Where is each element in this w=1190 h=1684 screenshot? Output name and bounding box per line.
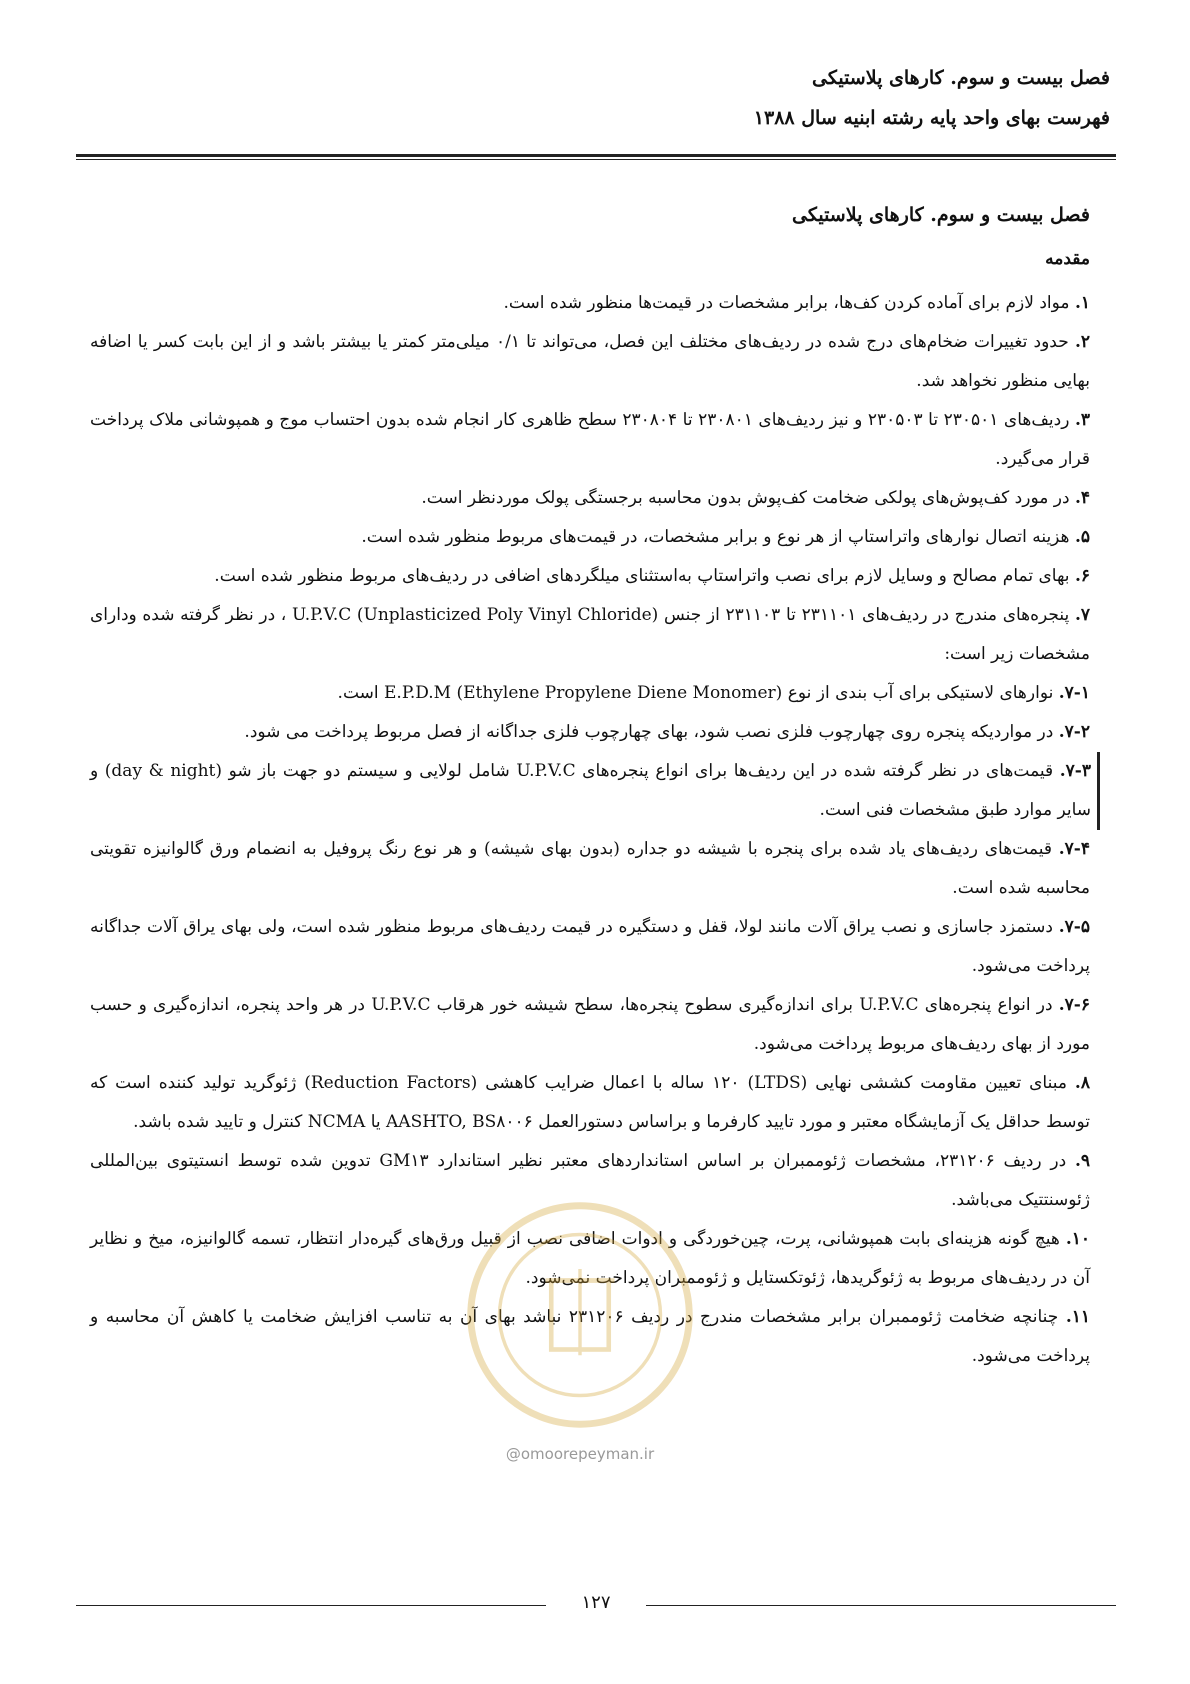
paragraph-number: ۷-۲. [1058, 722, 1090, 742]
paragraph-number: ۷-۴. [1058, 839, 1090, 859]
paragraph [90, 713, 1090, 752]
paragraph-number: ۲. [1074, 332, 1090, 352]
paragraph-number: ۸. [1074, 1073, 1090, 1093]
intro-heading: مقدمه [1045, 249, 1090, 269]
paragraph [90, 596, 1090, 674]
paragraph-text: ردیف‌های ۲۳۰۵۰۱ تا ۲۳۰۵۰۳ و نیز ردیف‌های ۲۳۰۸۰۱ تا ۲۳۰۸۰۴ سطح ظاهری کار انجام شده بدون احتساب موج و همپوشانی ملاک پرداخت قرار می‌گیرد. [90, 410, 1090, 469]
paragraph [90, 908, 1090, 986]
paragraph [90, 986, 1090, 1064]
paragraph [90, 830, 1090, 908]
page-number: ۱۲۷ [581, 1592, 611, 1613]
paragraph-number: ۳. [1074, 410, 1091, 430]
paragraph-number: ۹. [1074, 1151, 1091, 1171]
paragraph [90, 1064, 1090, 1142]
paragraph-text: هزینه اتصال نوارهای واتراستاپ از هر نوع و برابر مشخصات، در قیمت‌های مربوط منظور شده است. [361, 527, 1070, 547]
header-divider [76, 154, 1116, 160]
paragraph [90, 674, 1090, 713]
paragraph-number: ۴. [1074, 488, 1090, 508]
paragraph-text: مبنای تعیین مقاومت کششی نهایی (LTDS) ۱۲۰ ساله با اعمال ضرایب کاهشی (Reduction Factors) ژئوگرید تولید کننده است که توسط حداقل یک آزمایشگاه معتبر و مورد تایید کارفرما و براساس دستورالعمل AASHTO, BS۸۰۰۶ یا NCMA کنترل و تایید شده باشد. [90, 1073, 1090, 1132]
paragraph-number: ۷-۳. [1059, 761, 1091, 781]
paragraph-text: نوارهای لاستیکی برای آب بندی از نوع E.P.D.M (Ethylene Propylene Diene Monomer) است. [337, 683, 1054, 703]
paragraph-text: مواد لازم برای آماده کردن کف‌ها، برابر مشخصات در قیمت‌ها منظور شده است. [503, 293, 1070, 313]
paragraph [90, 518, 1090, 557]
paragraph-text: در مورد کف‌پوش‌های پولکی ضخامت کف‌پوش بدون محاسبه برجستگی پولک موردنظر است. [421, 488, 1070, 508]
paragraph-text: بهای تمام مصالح و وسایل لازم برای نصب واتراستاپ به‌استثنای میلگردهای اضافی در ردیف‌های مربوط منظور شده است. [214, 566, 1070, 586]
section-title: فصل بیست و سوم. کارهای پلاستیکی [792, 204, 1090, 226]
paragraph [90, 401, 1090, 479]
paragraph-text: قیمت‌های ردیف‌های یاد شده برای پنجره با شیشه دو جداره (بدون بهای شیشه) و هر نوع رنگ پروفیل به انضمام ورق گالوانیزه تقویتی محاسبه شده است. [90, 839, 1090, 898]
paragraph-text: قیمت‌های در نظر گرفته شده در این ردیف‌ها برای انواع پنجره‌های U.P.V.C شامل لولایی و سیستم دو جهت باز شو (day & night) و سایر موارد طبق مشخصات فنی است. [90, 761, 1091, 820]
footer-rule-right [646, 1605, 1116, 1606]
main-content [90, 170, 1090, 1376]
paragraph-text: چنانچه ضخامت ژئوممبران برابر مشخصات مندرج در ردیف ۲۳۱۲۰۶ نباشد بهای آن به تناسب افزایش ضخامت یا کاهش آن محاسبه و پرداخت می‌شود. [90, 1307, 1090, 1366]
footer-rule-left [76, 1605, 546, 1606]
paragraph [90, 752, 1100, 830]
paragraph-text: در انواع پنجره‌های U.P.V.C برای اندازه‌گیری سطوح پنجره‌ها، سطح شیشه خور هرقاب U.P.V.C در هر واحد پنجره، اندازه‌گیری و حسب مورد از بهای ردیف‌های مربوط پرداخت می‌شود. [90, 995, 1090, 1054]
paragraph-text: در مواردیکه پنجره روی چهارچوب فلزی نصب شود، بهای چهارچوب فلزی جداگانه از فصل مربوط پرداخت می شود. [244, 722, 1054, 742]
paragraph-number: ۶. [1074, 566, 1090, 586]
page-footer [76, 1590, 1116, 1620]
watermark-seal-icon [465, 1200, 695, 1430]
paragraph-text: پنجره‌های مندرج در ردیف‌های ۲۳۱۱۰۱ تا ۲۳۱۱۰۳ از جنس U.P.V.C (Unplasticized Poly Vinyl Chloride) ، در نظر گرفته شده ودارای مشخصات زیر است: [90, 605, 1090, 664]
paragraph-number: ۷-۵. [1058, 917, 1090, 937]
paragraph [90, 479, 1090, 518]
paragraph [90, 284, 1090, 323]
paragraph-number: ۷-۱. [1058, 683, 1090, 703]
paragraph-number: ۷-۶. [1058, 995, 1090, 1015]
watermark-text: @omoorepeyman.ir [505, 1445, 655, 1463]
price-list-title: فهرست بهای واحد پایه رشته ابنیه سال ۱۳۸۸ [753, 107, 1110, 129]
paragraph-number: ۵. [1074, 527, 1090, 547]
paragraph-text: حدود تغییرات ضخام‌های درج شده در ردیف‌های مختلف این فصل، می‌تواند تا ۰/۱ میلی‌متر کمتر یا بیشتر باشد و از این بابت کسر یا اضافه بهایی منظور نخواهد شد. [90, 332, 1090, 391]
paragraph-number: ۱۰. [1065, 1229, 1091, 1249]
paragraph-number: ۷. [1074, 605, 1090, 625]
paragraph [90, 557, 1090, 596]
paragraph-number: ۱. [1074, 293, 1090, 313]
paragraph-number: ۱۱. [1065, 1307, 1091, 1327]
paragraph-text: در ردیف ۲۳۱۲۰۶، مشخصات ژئوممبران بر اساس استانداردهای معتبر نظیر استاندارد GM۱۳ تدوین شده توسط انستیتوی بین‌المللی ژئوسنتتیک می‌باشد. [90, 1151, 1090, 1210]
paragraph-text: هیچ گونه هزینه‌ای بابت همپوشانی، پرت، چین‌خوردگی و ادوات اضافی نصب از قبیل ورق‌های گیره‌دار انتظار، تسمه گالوانیزه، میخ و نظایر آن در ردیف‌های مربوط به ژئوگریدها، ژئوتکستایل و ژئوممبران پرداخت نمی‌شود. [90, 1229, 1090, 1288]
paragraph-text: دستمزد جاسازی و نصب یراق آلات مانند لولا، قفل و دستگیره در قیمت ردیف‌های مربوط منظور شده است، ولی بهای یراق آلات جداگانه پرداخت می‌شود. [90, 917, 1090, 976]
paragraph [90, 323, 1090, 401]
chapter-title: فصل بیست و سوم. کارهای پلاستیکی [812, 67, 1110, 89]
page-header [80, 58, 1110, 138]
